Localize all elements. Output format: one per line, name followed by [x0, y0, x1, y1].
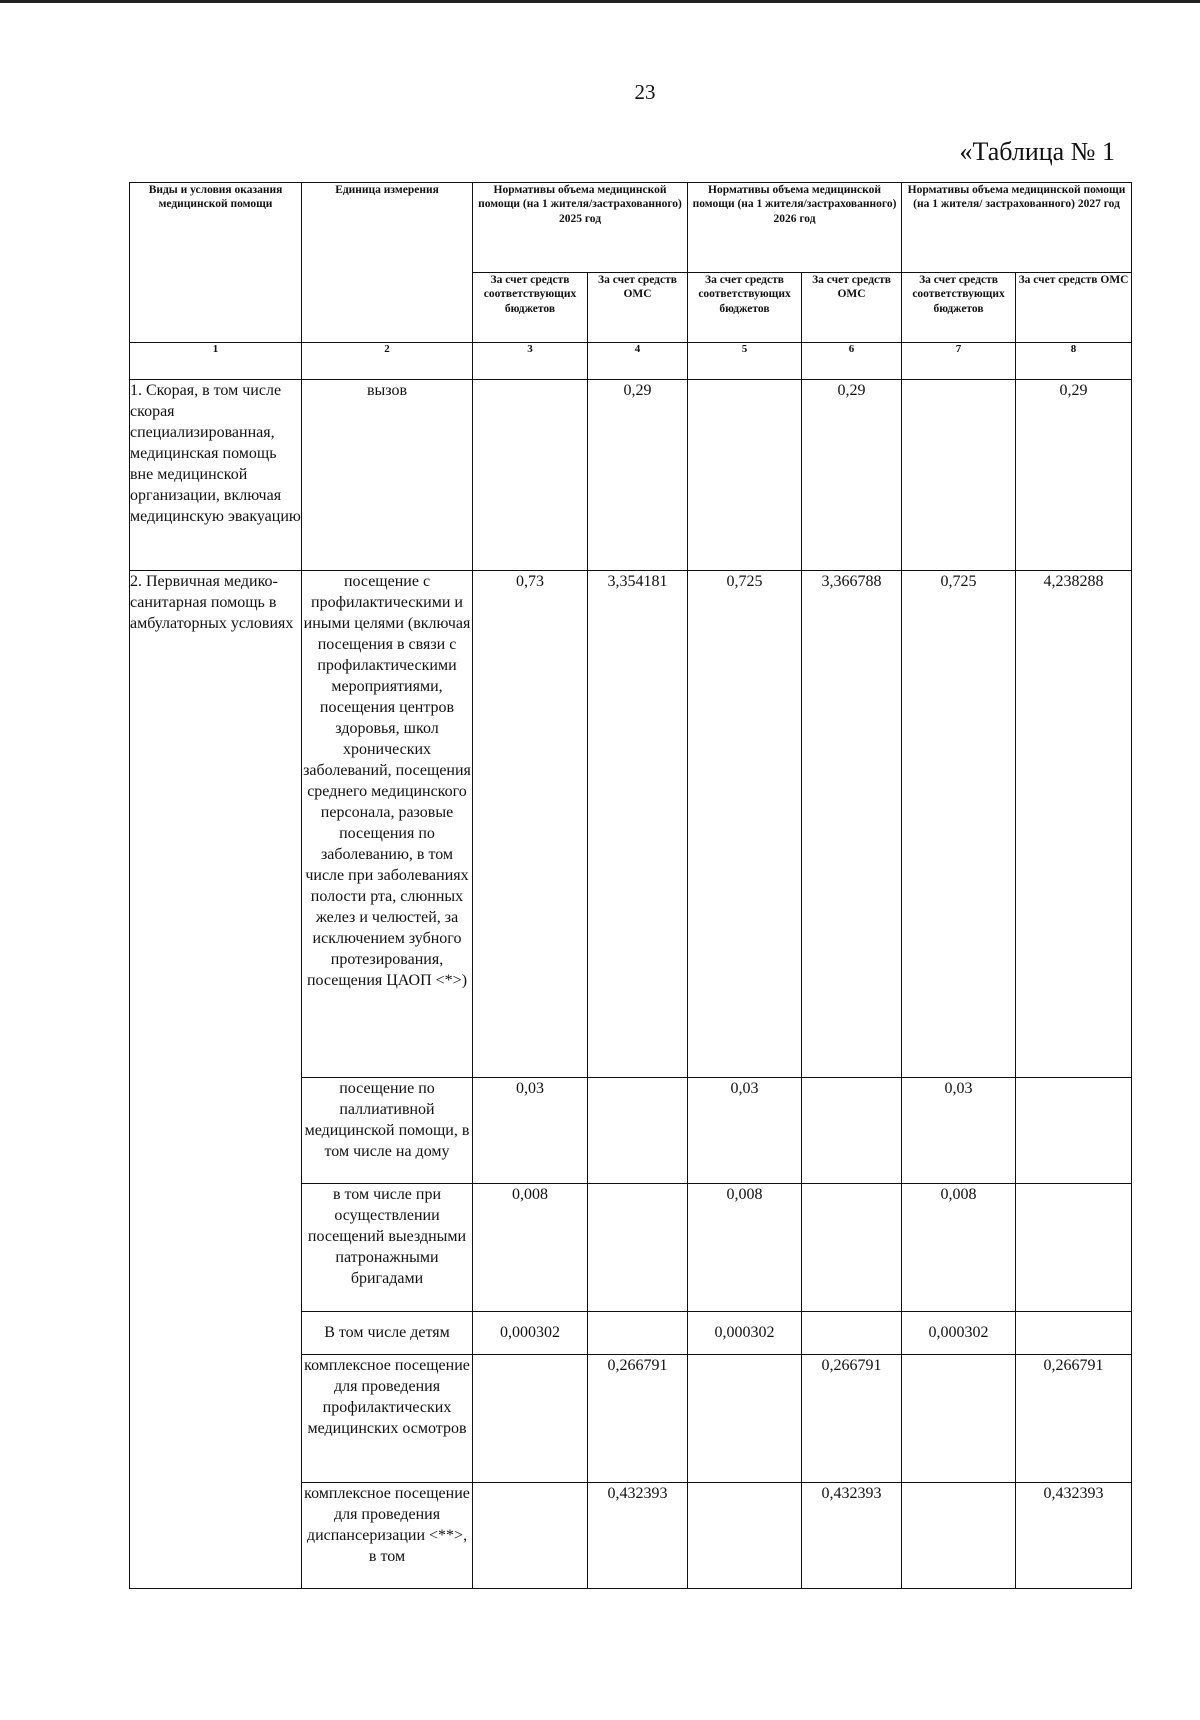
value-cell	[902, 380, 1016, 571]
value-cell: 0,73	[473, 571, 588, 1078]
header-kind: Виды и условия оказания медицинской помощи	[130, 183, 302, 343]
value-cell	[588, 1184, 688, 1312]
row-unit: комплексное посещение для проведения профилактических медицинских осмотров	[302, 1355, 473, 1483]
row-unit: посещение с профилактическими и иными целями (включая посещения в связи с профилактическими мероприятиями, посещения центров здоровья, школ хронических заболеваний, посещения среднего медицинского персонала, разовые посещения по заболеванию, в том числе при заболеваниях полости рта, слюнных желез и челюстей, за исключением зубного протезирования, посещения ЦАОП <*>)	[302, 571, 473, 1078]
value-cell: 0,29	[802, 380, 902, 571]
value-cell: 0,432393	[802, 1483, 902, 1589]
table-row	[130, 380, 1132, 571]
value-cell: 0,03	[902, 1078, 1016, 1184]
value-cell	[802, 1078, 902, 1184]
value-cell: 0,266791	[802, 1355, 902, 1483]
value-cell: 0,432393	[1016, 1483, 1132, 1589]
value-cell: 0,008	[688, 1184, 802, 1312]
value-cell	[802, 1312, 902, 1355]
column-number: 7	[902, 343, 1016, 380]
header-oms-2025: За счет средств ОМС	[588, 273, 688, 343]
header-group-2026: Нормативы объема медицинской помощи (на 1 жителя/застрахованного) 2026 год	[688, 183, 902, 273]
header-budget-2027: За счет средств соответствующих бюджетов	[902, 273, 1016, 343]
header-group-2025: Нормативы объема медицинской помощи (на 1 жителя/застрахованного) 2025 год	[473, 183, 688, 273]
value-cell: 0,725	[688, 571, 802, 1078]
table-caption: «Таблица № 1	[959, 137, 1115, 166]
row-unit: вызов	[302, 380, 473, 571]
value-cell	[802, 1184, 902, 1312]
header-oms-2026: За счет средств ОМС	[802, 273, 902, 343]
row-unit: посещение по паллиативной медицинской помощи, в том числе на дому	[302, 1078, 473, 1184]
header-unit: Единица измерения	[302, 183, 473, 343]
value-cell: 0,000302	[688, 1312, 802, 1355]
row-kind: 2. Первичная медико-санитарная помощь в амбулаторных условиях	[130, 571, 302, 1589]
value-cell: 4,238288	[1016, 571, 1132, 1078]
value-cell: 0,266791	[1016, 1355, 1132, 1483]
header-row-groups	[130, 183, 1132, 273]
column-number: 6	[802, 343, 902, 380]
value-cell	[688, 1483, 802, 1589]
value-cell: 0,266791	[588, 1355, 688, 1483]
column-number: 1	[130, 343, 302, 380]
value-cell: 0,000302	[473, 1312, 588, 1355]
header-budget-2025: За счет средств соответствующих бюджетов	[473, 273, 588, 343]
value-cell	[1016, 1078, 1132, 1184]
value-cell: 0,008	[473, 1184, 588, 1312]
value-cell: 3,354181	[588, 571, 688, 1078]
value-cell: 0,725	[902, 571, 1016, 1078]
value-cell	[1016, 1184, 1132, 1312]
value-cell	[688, 380, 802, 571]
value-cell	[688, 1355, 802, 1483]
column-number: 8	[1016, 343, 1132, 380]
norms-table	[129, 182, 1132, 1589]
column-number: 3	[473, 343, 588, 380]
row-kind: 1. Скорая, в том числе скорая специализированная, медицинская помощь вне медицинской организации, включая медицинскую эвакуацию	[130, 380, 302, 571]
page-number: 23	[634, 80, 656, 104]
value-cell	[473, 1483, 588, 1589]
value-cell: 0,432393	[588, 1483, 688, 1589]
header-group-2027: Нормативы объема медицинской помощи (на 1 жителя/ застрахованного) 2027 год	[902, 183, 1132, 273]
value-cell	[473, 1355, 588, 1483]
value-cell: 0,29	[588, 380, 688, 571]
row-unit: В том числе детям	[302, 1312, 473, 1355]
column-number: 5	[688, 343, 802, 380]
value-cell: 0,03	[473, 1078, 588, 1184]
header-oms-2027: За счет средств ОМС	[1016, 273, 1132, 343]
value-cell: 0,03	[688, 1078, 802, 1184]
header-row-numbers	[130, 343, 1132, 380]
value-cell: 0,29	[1016, 380, 1132, 571]
value-cell	[473, 380, 588, 571]
top-border-line	[0, 0, 1200, 3]
value-cell: 3,366788	[802, 571, 902, 1078]
row-unit: комплексное посещение для проведения диспансеризации <**>, в том	[302, 1483, 473, 1589]
value-cell	[588, 1078, 688, 1184]
value-cell: 0,008	[902, 1184, 1016, 1312]
column-number: 4	[588, 343, 688, 380]
value-cell	[1016, 1312, 1132, 1355]
column-number: 2	[302, 343, 473, 380]
value-cell	[902, 1355, 1016, 1483]
row-unit: в том числе при осуществлении посещений выездными патронажными бригадами	[302, 1184, 473, 1312]
table-row	[130, 571, 1132, 1078]
header-budget-2026: За счет средств соответствующих бюджетов	[688, 273, 802, 343]
value-cell	[588, 1312, 688, 1355]
value-cell: 0,000302	[902, 1312, 1016, 1355]
value-cell	[902, 1483, 1016, 1589]
